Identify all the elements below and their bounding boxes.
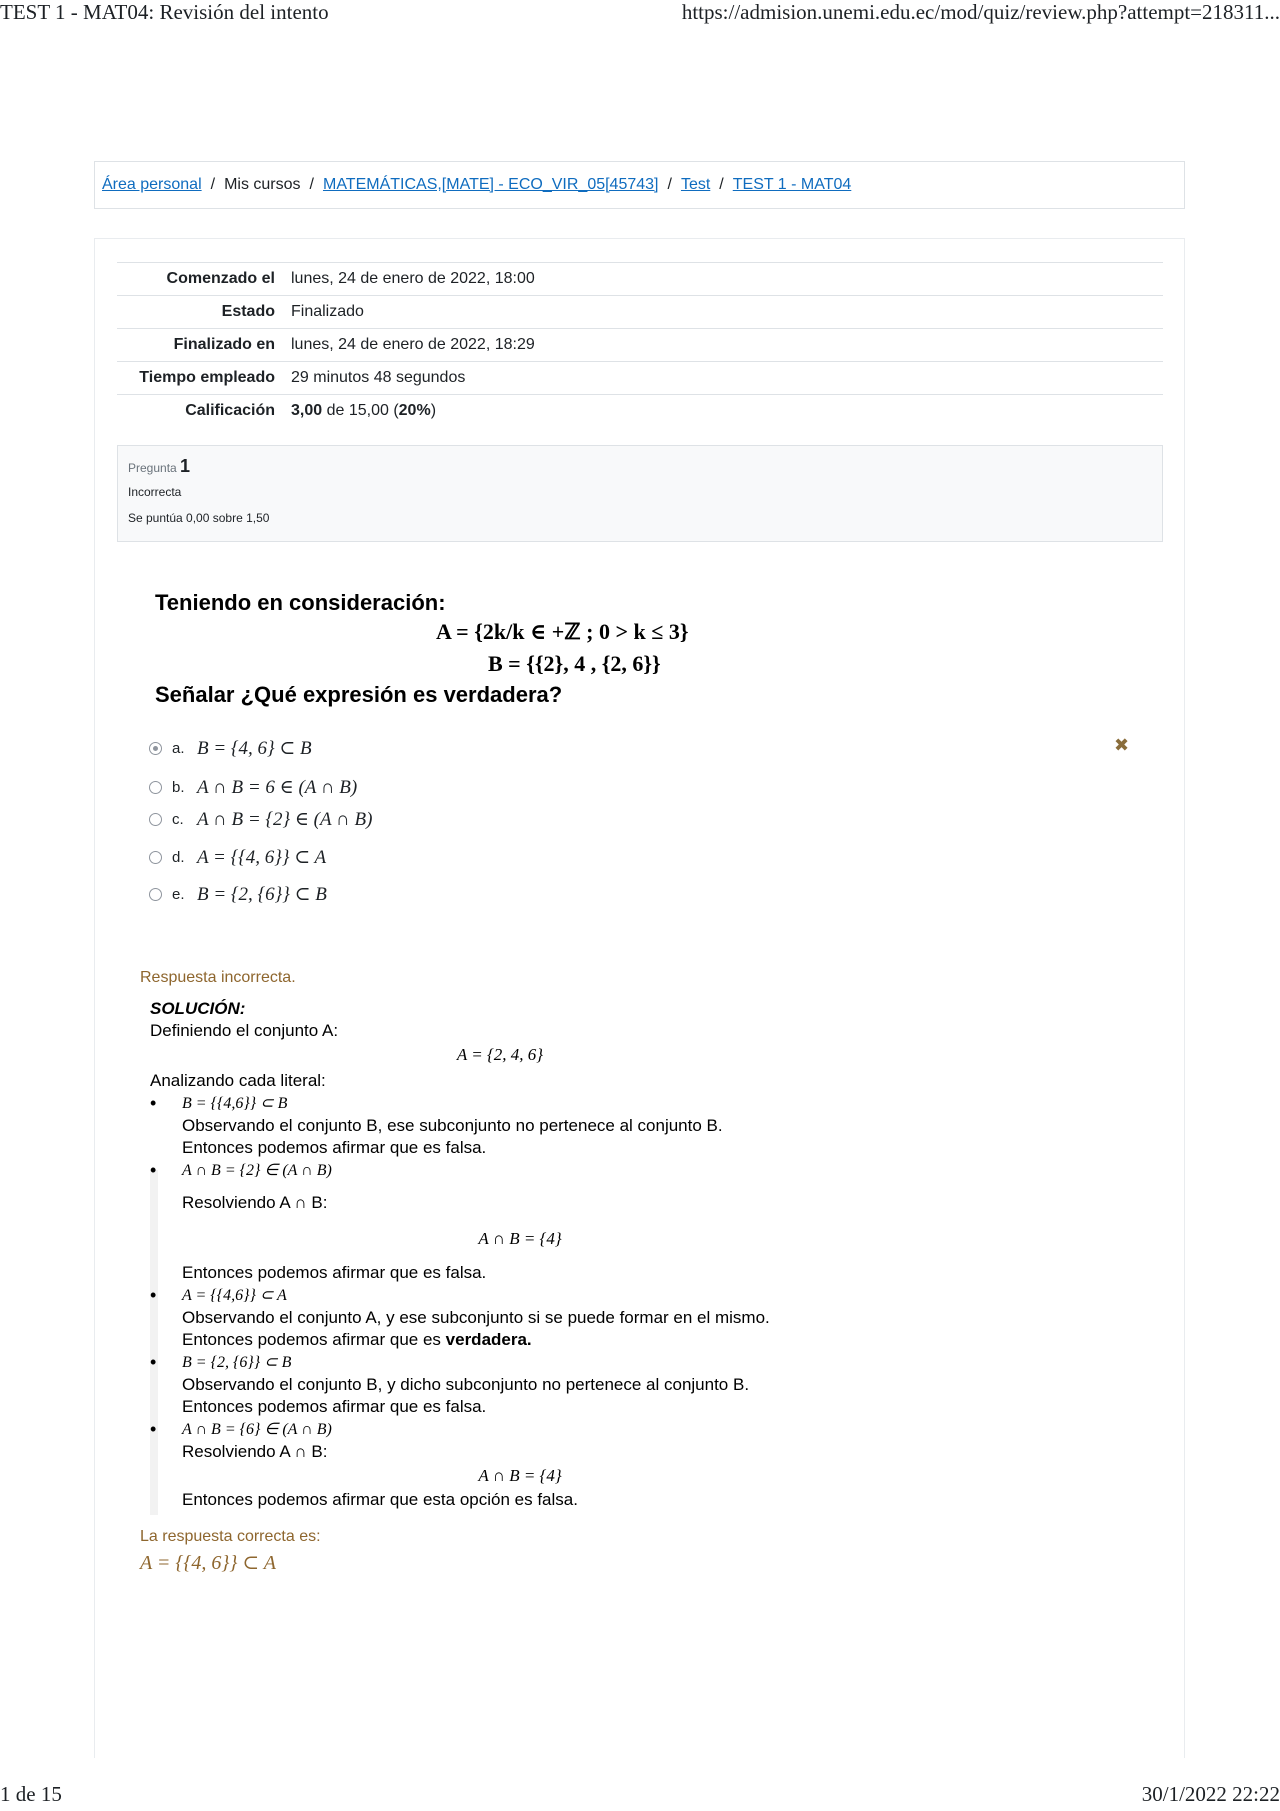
solution-bullet-5 [150, 1418, 850, 1441]
summary-value: 29 minutos 48 segundos [291, 369, 466, 386]
print-title: TEST 1 - MAT04: Revisión del intento [0, 0, 329, 24]
summary-label: Comenzado el [166, 270, 275, 287]
summary-label: Finalizado en [173, 336, 275, 353]
solution-set-a-value: A = {2, 4, 6} [456, 1045, 544, 1064]
print-footer [0, 1781, 1280, 1811]
incorrect-icon: ✖ [1114, 735, 1130, 755]
solution-conclusion: Entonces podemos afirmar que es falsa. [182, 1397, 487, 1416]
breadcrumb-course-link[interactable]: MATEMÁTICAS,[MATE] - ECO_VIR_05[45743] [322, 176, 659, 193]
solution-analyze: Analizando cada literal: [150, 1071, 326, 1090]
question-grade: Se puntúa 0,00 sobre 1,50 [128, 511, 270, 525]
solution-intersection-value: A ∩ B = {4} [478, 1229, 562, 1248]
solution-conclusion: Entonces podemos afirmar que esta opción es falsa. [182, 1490, 578, 1509]
radio-icon[interactable] [149, 888, 162, 901]
option-expression: A ∩ B = {2} ∈ (A ∩ B) [197, 808, 373, 830]
summary-row-time [117, 362, 1163, 395]
question-set-a: A = {2k/k ∈ +ℤ ; 0 > k ≤ 3} [436, 619, 689, 644]
print-page-number: 1 de 15 [0, 1782, 62, 1806]
breadcrumb-quiz-link[interactable]: TEST 1 - MAT04 [732, 176, 852, 193]
solution-define: Definiendo el conjunto A: [150, 1021, 339, 1040]
feedback-result: Respuesta incorrecta. [140, 969, 296, 986]
option-letter: e. [172, 885, 185, 903]
question-label: Pregunta [128, 461, 177, 475]
solution-conclusion: Entonces podemos afirmar que es falsa. [182, 1263, 487, 1282]
breadcrumb-section-link[interactable]: Test [680, 176, 711, 193]
bullet-expression: A = {{4,6}} ⊂ A [182, 1287, 287, 1304]
radio-icon[interactable] [149, 813, 162, 826]
breadcrumb-separator: / [719, 176, 724, 193]
summary-value: Finalizado [291, 303, 364, 320]
solution-observation: Observando el conjunto B, ese subconjunto no pertenece al conjunto B. [182, 1116, 723, 1135]
answer-option-b[interactable] [149, 774, 357, 800]
question-state: Incorrecta [128, 485, 182, 499]
radio-icon[interactable] [149, 781, 162, 794]
answer-option-d[interactable] [149, 844, 326, 870]
question-statement-title: Teniendo en consideración: [155, 590, 446, 615]
bullet-expression: A ∩ B = {2} ∈ (A ∩ B) [182, 1162, 332, 1179]
breadcrumb-separator: / [667, 176, 672, 193]
question-info-box [117, 445, 1163, 542]
summary-row-state [117, 296, 1163, 329]
summary-label: Tiempo empleado [139, 369, 275, 386]
print-url: https://admision.unemi.edu.ec/mod/quiz/review.php?attempt=218311... [681, 0, 1280, 24]
summary-row-finished [117, 329, 1163, 362]
solution-block [150, 998, 850, 1511]
option-letter: d. [172, 848, 185, 866]
summary-value: lunes, 24 de enero de 2022, 18:00 [291, 270, 535, 287]
answer-option-c[interactable] [149, 806, 372, 832]
solution-intersection-value: A ∩ B = {4} [478, 1466, 562, 1485]
breadcrumb [94, 161, 1185, 209]
solution-conclusion: Entonces podemos afirmar que es falsa. [182, 1138, 487, 1157]
correct-answer-value: A = {{4, 6}} ⊂ A [140, 1552, 276, 1574]
bullet-expression: B = {{4,6}} ⊂ B [182, 1095, 288, 1112]
breadcrumb-separator: / [210, 176, 216, 193]
solution-conclusion [150, 1329, 850, 1351]
bullet-expression: A ∩ B = {6} ∈ (A ∩ B) [182, 1421, 332, 1438]
summary-label: Estado [221, 303, 275, 320]
answer-option-e[interactable] [149, 881, 327, 907]
option-letter: c. [172, 810, 184, 828]
breadcrumb-separator: / [309, 176, 314, 193]
solution-observation: Observando el conjunto B, y dicho subconjunto no pertenece al conjunto B. [182, 1375, 750, 1394]
bullet-expression: B = {2, {6}} ⊂ B [182, 1354, 292, 1371]
option-expression: B = {2, {6}} ⊂ B [197, 883, 327, 905]
option-expression: A ∩ B = 6 ∈ (A ∩ B) [197, 776, 358, 798]
answer-option-a[interactable] [149, 735, 312, 761]
option-expression: A = {{4, 6}} ⊂ A [197, 846, 327, 868]
grade-percent: 20% [398, 402, 431, 419]
breadcrumb-home-link[interactable]: Área personal [102, 176, 202, 193]
solution-observation: Observando el conjunto A, y ese subconjunto si se puede formar en el mismo. [182, 1308, 770, 1327]
correct-answer-label: La respuesta correcta es: [140, 1528, 321, 1545]
summary-value: 3,00 de 15,00 (20%) [291, 402, 437, 419]
solution-resolve: Resolviendo A ∩ B: [182, 1442, 328, 1461]
print-datetime: 30/1/2022 22:22 [1141, 1782, 1280, 1806]
solution-bullet-3 [150, 1284, 850, 1307]
option-letter: b. [172, 778, 185, 796]
conclusion-true: verdadera. [445, 1330, 532, 1349]
radio-icon[interactable] [149, 851, 162, 864]
solution-bullet-1 [150, 1092, 850, 1115]
conclusion-text: Entonces podemos afirmar que es [182, 1330, 441, 1349]
print-header [0, 0, 1280, 28]
grade-score: 3,00 [291, 402, 323, 419]
attempt-summary-table [117, 262, 1163, 427]
summary-value: lunes, 24 de enero de 2022, 18:29 [291, 336, 535, 353]
option-letter: a. [172, 739, 185, 757]
question-number [128, 456, 1152, 477]
solution-bullet-4 [150, 1351, 850, 1374]
radio-selected-icon[interactable] [149, 742, 162, 755]
question-number-value: 1 [180, 456, 191, 476]
breadcrumb-courses: Mis cursos [224, 176, 301, 193]
solution-bullet-2 [150, 1159, 850, 1182]
summary-row-started [117, 263, 1163, 296]
option-expression: B = {4, 6} ⊂ B [197, 737, 312, 759]
solution-heading: SOLUCIÓN: [150, 999, 246, 1018]
question-set-b: B = {{2}, 4 , {2, 6}} [488, 651, 661, 676]
solution-resolve: Resolviendo A ∩ B: [182, 1193, 328, 1212]
grade-of: de 15,00 [326, 402, 389, 419]
question-ask: Señalar ¿Qué expresión es verdadera? [155, 682, 563, 707]
summary-row-grade [117, 395, 1163, 428]
summary-label: Calificación [185, 402, 275, 419]
